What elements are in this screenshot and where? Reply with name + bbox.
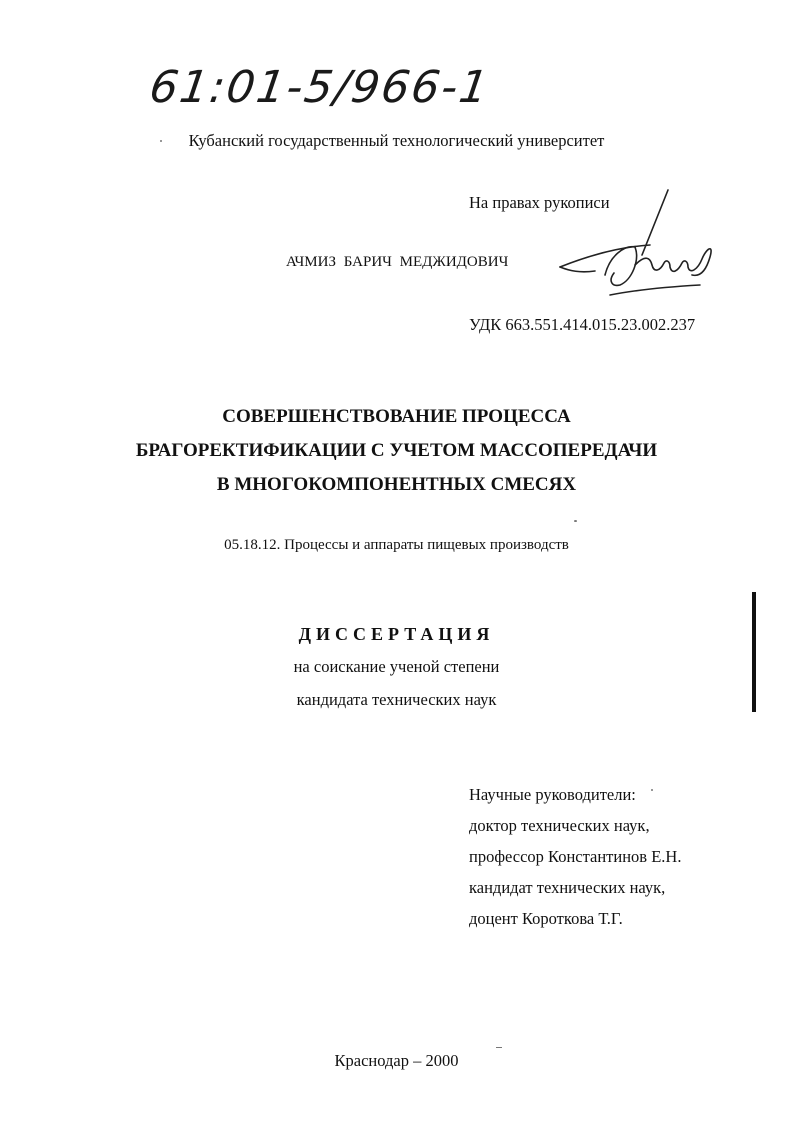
- supervisors-line: кандидат технических наук,: [469, 878, 666, 897]
- scan-speck: [496, 1047, 502, 1048]
- scan-speck: [574, 520, 577, 522]
- archive-code-handwritten: 61:01-5/966-1: [146, 62, 493, 113]
- supervisors-line: доцент Короткова Т.Г.: [469, 909, 623, 928]
- supervisors-line: доктор технических наук,: [469, 816, 650, 835]
- thesis-title-line: В МНОГОКОМПОНЕНТНЫХ СМЕСЯХ: [216, 474, 577, 495]
- degree-line-1: на соискание ученой степени: [293, 657, 500, 676]
- thesis-title: [0, 400, 793, 502]
- dissertation-heading: ДИССЕРТАЦИЯ: [298, 624, 495, 644]
- author-name: АЧМИЗ БАРИЧ МЕДЖИДОВИЧ: [286, 254, 509, 270]
- thesis-title-line: БРАГОРЕКТИФИКАЦИИ С УЧЕТОМ МАССОПЕРЕДАЧИ: [135, 440, 658, 461]
- supervisors-block: [469, 779, 681, 934]
- university-name: Кубанский государственный технологический университет: [188, 131, 605, 150]
- rights-note: На правах рукописи: [469, 193, 610, 212]
- degree-line-2: кандидата технических наук: [296, 690, 497, 709]
- city-year: Краснодар – 2000: [334, 1051, 459, 1070]
- specialty-code: 05.18.12. Процессы и аппараты пищевых производств: [224, 537, 569, 553]
- scan-speck: [651, 789, 653, 791]
- thesis-title-line: СОВЕРШЕНСТВОВАНИЕ ПРОЦЕССА: [222, 406, 571, 427]
- scan-speck: [160, 140, 162, 142]
- supervisors-line: профессор Константинов Е.Н.: [469, 847, 682, 866]
- author-signature: [550, 185, 730, 310]
- margin-scan-mark: [752, 592, 756, 712]
- supervisors-line: Научные руководители:: [469, 785, 636, 804]
- udk-code: УДК 663.551.414.015.23.002.237: [469, 315, 696, 334]
